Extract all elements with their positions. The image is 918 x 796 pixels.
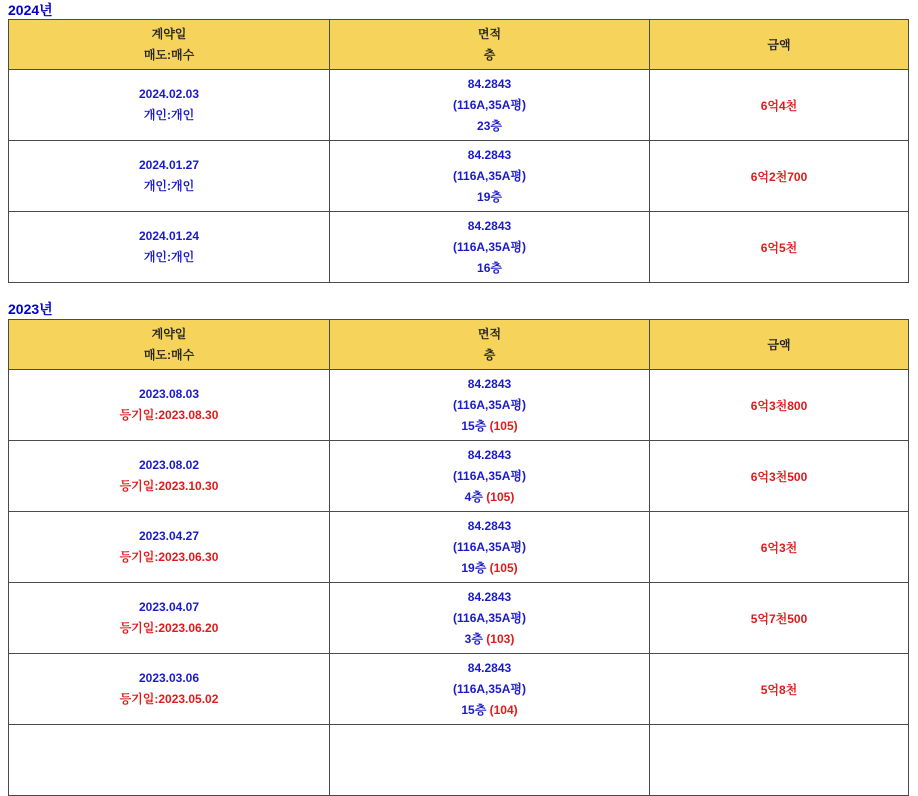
seller-buyer: 개인:개인 xyxy=(143,250,195,264)
contract-date: 2023.04.27 xyxy=(138,529,200,543)
contract-date: 2024.02.03 xyxy=(138,87,200,101)
area-type: (116A,35A평) xyxy=(453,610,526,625)
area-cell xyxy=(330,654,650,725)
floor-value: 3층 xyxy=(464,631,483,646)
table-row xyxy=(9,441,909,512)
contract-date: 2023.04.07 xyxy=(138,600,200,614)
area-type: (116A,35A평) xyxy=(453,97,526,112)
area-type: (116A,35A평) xyxy=(453,681,526,696)
area-cell xyxy=(330,70,650,141)
floor-value: 15층 xyxy=(461,702,487,717)
table-row xyxy=(9,654,909,725)
area-cell xyxy=(330,212,650,283)
table-row xyxy=(9,212,909,283)
registration-date: 등기일:2023.06.30 xyxy=(119,550,219,564)
header-seller-buyer-label: 매도:매수 xyxy=(143,47,195,62)
area-value: 84.2843 xyxy=(467,76,512,91)
date-cell xyxy=(9,512,330,583)
building-number: (103) xyxy=(486,631,515,646)
price-cell: 6억5천 xyxy=(650,212,909,283)
year-heading: 2023년 xyxy=(8,301,53,317)
price-cell: 6억3천 xyxy=(650,512,909,583)
area-cell xyxy=(330,141,650,212)
header-floor-label: 층 xyxy=(483,347,496,362)
table-row xyxy=(9,70,909,141)
price-cell: 6억3천500 xyxy=(650,441,909,512)
building-number: (105) xyxy=(489,560,518,575)
header-area xyxy=(330,20,650,70)
table-row xyxy=(9,583,909,654)
area-value: 84.2843 xyxy=(467,147,512,162)
header-seller-buyer-label: 매도:매수 xyxy=(143,347,195,362)
header-price: 금액 xyxy=(650,320,909,370)
area-value: 84.2843 xyxy=(467,376,512,391)
header-contract-date xyxy=(9,320,330,370)
area-value: 84.2843 xyxy=(467,218,512,233)
registration-date: 등기일:2023.06.20 xyxy=(119,621,219,635)
floor-value: 15층 xyxy=(461,418,487,433)
price-cell: 5억8천 xyxy=(650,654,909,725)
date-cell xyxy=(9,70,330,141)
price-cell: 6억3천800 xyxy=(650,370,909,441)
header-floor-label: 층 xyxy=(483,47,496,62)
area-value: 84.2843 xyxy=(467,518,512,533)
area-cell xyxy=(330,583,650,654)
area-value: 84.2843 xyxy=(467,447,512,462)
area-cell xyxy=(330,370,650,441)
date-cell xyxy=(9,441,330,512)
table-row-partial xyxy=(9,725,909,796)
area-cell xyxy=(330,512,650,583)
date-cell xyxy=(9,370,330,441)
year-heading: 2024년 xyxy=(8,2,53,18)
table-header-row xyxy=(9,320,909,370)
contract-date: 2023.08.03 xyxy=(138,387,200,401)
date-cell xyxy=(9,583,330,654)
header-contract-date xyxy=(9,20,330,70)
area-value: 84.2843 xyxy=(467,589,512,604)
area-type: (116A,35A평) xyxy=(453,539,526,554)
area-value: 84.2843 xyxy=(467,660,512,675)
header-contract-date-label: 계약일 xyxy=(151,26,187,41)
header-area-label: 면적 xyxy=(477,26,502,41)
price-cell: 5억7천500 xyxy=(650,583,909,654)
price-cell: 6억2천700 xyxy=(650,141,909,212)
price-cell: 6억4천 xyxy=(650,70,909,141)
area-type: (116A,35A평) xyxy=(453,468,526,483)
building-number: (105) xyxy=(489,418,518,433)
floor-value: 4층 xyxy=(464,489,483,504)
table-row xyxy=(9,370,909,441)
registration-date: 등기일:2023.05.02 xyxy=(119,692,219,706)
contract-date: 2024.01.24 xyxy=(138,229,200,243)
header-area-label: 면적 xyxy=(477,326,502,341)
contract-date: 2023.03.06 xyxy=(138,671,200,685)
seller-buyer: 개인:개인 xyxy=(143,108,195,122)
building-number: (105) xyxy=(486,489,515,504)
floor-value: 23층 xyxy=(477,118,502,133)
area-type: (116A,35A평) xyxy=(453,168,526,183)
header-contract-date-label: 계약일 xyxy=(151,326,187,341)
floor-value: 16층 xyxy=(477,260,502,275)
seller-buyer: 개인:개인 xyxy=(143,179,195,193)
registration-date: 등기일:2023.08.30 xyxy=(119,408,219,422)
date-cell xyxy=(9,212,330,283)
header-area xyxy=(330,320,650,370)
table-row xyxy=(9,141,909,212)
header-price: 금액 xyxy=(650,20,909,70)
table-row xyxy=(9,512,909,583)
floor-value: 19층 xyxy=(477,189,502,204)
floor-value: 19층 xyxy=(461,560,487,575)
area-type: (116A,35A평) xyxy=(453,239,526,254)
date-cell xyxy=(9,141,330,212)
table-header-row xyxy=(9,20,909,70)
area-type: (116A,35A평) xyxy=(453,397,526,412)
contract-date: 2024.01.27 xyxy=(138,158,200,172)
date-cell xyxy=(9,654,330,725)
building-number: (104) xyxy=(489,702,518,717)
contract-date: 2023.08.02 xyxy=(138,458,200,472)
transactions-table xyxy=(8,19,909,283)
transactions-table xyxy=(8,319,909,796)
area-cell xyxy=(330,441,650,512)
registration-date: 등기일:2023.10.30 xyxy=(119,479,219,493)
